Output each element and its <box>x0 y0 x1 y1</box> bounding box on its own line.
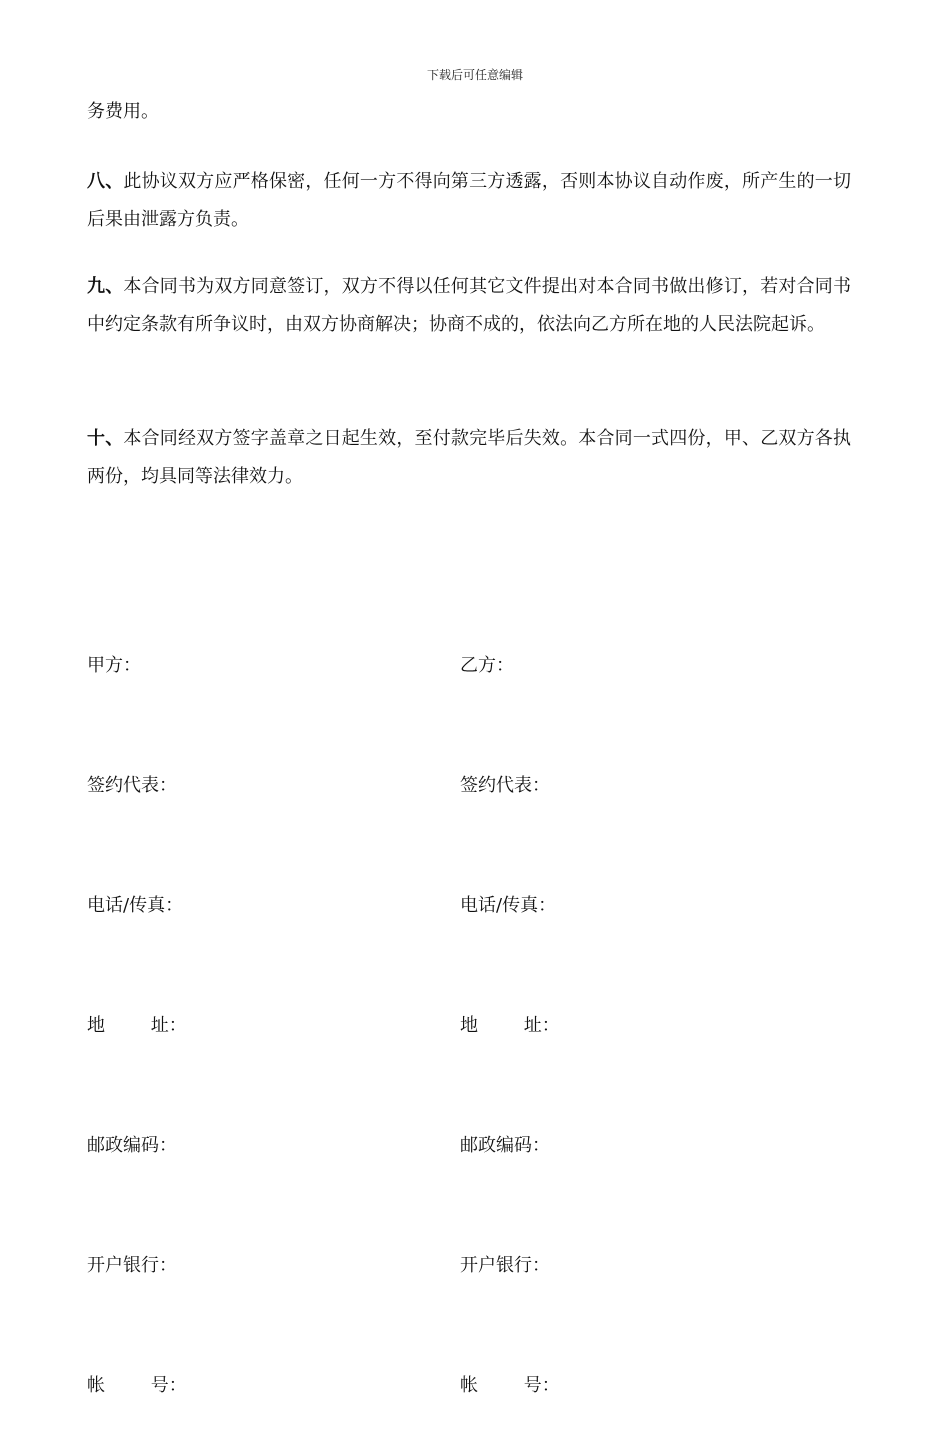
party-b-postcode: 邮政编码： <box>460 1135 550 1156</box>
clause-text: 本合同书为双方同意签订，双方不得以任何其它文件提出对本合同书做出修订，若对合同书中约定条款有所争议时，由双方协商解决；协商不成的，依法向乙方所在地的人民法院起诉。 <box>87 276 851 335</box>
party-a-address: 地 址： <box>87 1015 187 1036</box>
signature-block-party-b <box>460 566 560 1446</box>
page-header: 下载后可任意编辑 <box>426 68 523 82</box>
clause-number: 十、 <box>87 428 124 449</box>
clause-10 <box>87 420 851 496</box>
party-b-representative: 签约代表： <box>460 775 550 796</box>
party-a-label: 甲方： <box>87 655 141 676</box>
clause-text: 本合同经双方签字盖章之日起生效，至付款完毕后失效。本合同一式四份，甲、乙双方各执两份，均具同等法律效力。 <box>87 428 851 487</box>
party-b-phone-fax: 电话/传真： <box>460 895 557 916</box>
clause-8 <box>87 163 851 239</box>
clause-9 <box>87 268 851 344</box>
paragraph-continuation <box>87 93 851 131</box>
party-a-bank: 开户银行： <box>87 1255 177 1276</box>
party-a-postcode: 邮政编码： <box>87 1135 177 1156</box>
party-b-label: 乙方： <box>460 655 514 676</box>
party-a-account: 帐 号： <box>87 1375 187 1396</box>
paragraph-text: 务费用。 <box>87 101 159 122</box>
party-b-account: 帐 号： <box>460 1375 560 1396</box>
party-a-phone-fax: 电话/传真： <box>87 895 184 916</box>
party-b-address: 地 址： <box>460 1015 560 1036</box>
clause-text: 此协议双方应严格保密，任何一方不得向第三方透露，否则本协议自动作废，所产生的一切后果由泄露方负责。 <box>87 171 851 230</box>
clause-number: 九、 <box>87 276 124 297</box>
party-a-representative: 签约代表： <box>87 775 177 796</box>
party-b-bank: 开户银行： <box>460 1255 550 1276</box>
signature-block-party-a <box>87 566 187 1446</box>
clause-number: 八、 <box>87 171 124 192</box>
